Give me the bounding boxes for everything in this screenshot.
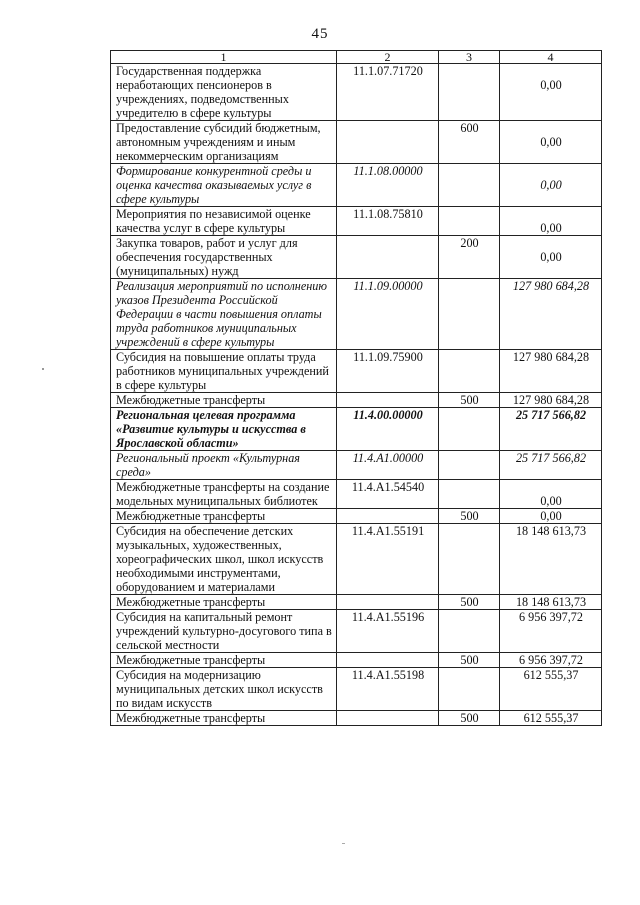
code-cell: 11.4.00.00000 — [337, 408, 439, 451]
amount-cell: 0,00 — [500, 64, 602, 121]
amount-cell: 0,00 — [500, 236, 602, 279]
code-cell — [337, 653, 439, 668]
table-row — [111, 236, 602, 279]
code-cell: 11.4.A1.55196 — [337, 610, 439, 653]
expense-type-cell — [439, 480, 500, 509]
table-row — [111, 480, 602, 509]
amount-cell: 18 148 613,73 — [500, 595, 602, 610]
column-number-row — [111, 51, 602, 64]
column-number-3: 3 — [439, 51, 500, 64]
amount-cell: 127 980 684,28 — [500, 393, 602, 408]
column-number-4: 4 — [500, 51, 602, 64]
expense-type-cell: 500 — [439, 653, 500, 668]
table-row — [111, 393, 602, 408]
amount-cell: 25 717 566,82 — [500, 451, 602, 480]
code-cell — [337, 711, 439, 726]
expense-type-cell: 500 — [439, 393, 500, 408]
expense-type-cell — [439, 350, 500, 393]
amount-cell: 6 956 397,72 — [500, 653, 602, 668]
code-cell: 11.4.A1.55198 — [337, 668, 439, 711]
code-cell — [337, 393, 439, 408]
table-row — [111, 509, 602, 524]
name-cell: Формирование конкурентной среды и оценка качества оказываемых услуг в сфере культуры — [111, 164, 337, 207]
name-cell: Межбюджетные трансферты — [111, 595, 337, 610]
expense-type-cell — [439, 668, 500, 711]
expense-type-cell: 500 — [439, 711, 500, 726]
amount-cell: 0,00 — [500, 207, 602, 236]
table-row — [111, 64, 602, 121]
amount-cell: 127 980 684,28 — [500, 350, 602, 393]
table-row — [111, 164, 602, 207]
code-cell: 11.1.08.00000 — [337, 164, 439, 207]
amount-cell: 18 148 613,73 — [500, 524, 602, 595]
code-cell — [337, 121, 439, 164]
amount-cell: 6 956 397,72 — [500, 610, 602, 653]
code-cell: 11.1.09.00000 — [337, 279, 439, 350]
expense-type-cell — [439, 207, 500, 236]
expense-type-cell: 500 — [439, 509, 500, 524]
amount-cell: 0,00 — [500, 121, 602, 164]
amount-cell: 612 555,37 — [500, 711, 602, 726]
table-row — [111, 408, 602, 451]
name-cell: Региональная целевая программа «Развитие культуры и искусства в Ярославской области» — [111, 408, 337, 451]
name-cell: Межбюджетные трансферты — [111, 711, 337, 726]
table-row — [111, 595, 602, 610]
name-cell: Межбюджетные трансферты на создание модельных муниципальных библиотек — [111, 480, 337, 509]
code-cell: 11.1.08.75810 — [337, 207, 439, 236]
amount-cell: 0,00 — [500, 509, 602, 524]
expense-type-cell — [439, 524, 500, 595]
amount-cell: 0,00 — [500, 164, 602, 207]
code-cell: 11.4.A1.00000 — [337, 451, 439, 480]
table-row — [111, 350, 602, 393]
name-cell: Субсидия на капитальный ремонт учреждений культурно-досугового типа в сельской местности — [111, 610, 337, 653]
expense-type-cell — [439, 408, 500, 451]
name-cell: Субсидия на обеспечение детских музыкальных, художественных, хореографических школ, школ искусств необходимыми инструментами, оборудованием и материалами — [111, 524, 337, 595]
name-cell: Реализация мероприятий по исполнению указов Президента Российской Федерации в части повышения оплаты труда работников муниципальных учреждений в сфере культуры — [111, 279, 337, 350]
name-cell: Субсидия на модернизацию муниципальных детских школ искусств по видам искусств — [111, 668, 337, 711]
code-cell — [337, 595, 439, 610]
name-cell: Субсидия на повышение оплаты труда работников муниципальных учреждений в сфере культуры — [111, 350, 337, 393]
expense-type-cell: 200 — [439, 236, 500, 279]
table-row — [111, 610, 602, 653]
table-row — [111, 279, 602, 350]
name-cell: Межбюджетные трансферты — [111, 393, 337, 408]
code-cell — [337, 509, 439, 524]
name-cell: Мероприятия по независимой оценке качества услуг в сфере культуры — [111, 207, 337, 236]
amount-cell: 0,00 — [500, 480, 602, 509]
name-cell: Региональный проект «Культурная среда» — [111, 451, 337, 480]
budget-table — [110, 50, 602, 726]
code-cell: 11.4.A1.55191 — [337, 524, 439, 595]
amount-cell: 25 717 566,82 — [500, 408, 602, 451]
amount-cell: 612 555,37 — [500, 668, 602, 711]
scan-speck — [342, 843, 345, 844]
expense-type-cell — [439, 164, 500, 207]
expense-type-cell: 500 — [439, 595, 500, 610]
page-number: 45 — [311, 26, 329, 42]
scan-speck — [42, 368, 44, 370]
code-cell: 11.4.A1.54540 — [337, 480, 439, 509]
code-cell: 11.1.09.75900 — [337, 350, 439, 393]
expense-type-cell — [439, 610, 500, 653]
code-cell: 11.1.07.71720 — [337, 64, 439, 121]
name-cell: Межбюджетные трансферты — [111, 653, 337, 668]
table-row — [111, 207, 602, 236]
table-row — [111, 121, 602, 164]
name-cell: Закупка товаров, работ и услуг для обеспечения государственных (муниципальных) нужд — [111, 236, 337, 279]
expense-type-cell — [439, 451, 500, 480]
name-cell: Межбюджетные трансферты — [111, 509, 337, 524]
table-row — [111, 668, 602, 711]
amount-cell: 127 980 684,28 — [500, 279, 602, 350]
table-row — [111, 524, 602, 595]
table-row — [111, 653, 602, 668]
name-cell: Предоставление субсидий бюджетным, автономным учреждениям и иным некоммерческим организациям — [111, 121, 337, 164]
table-row — [111, 711, 602, 726]
expense-type-cell — [439, 64, 500, 121]
column-number-2: 2 — [337, 51, 439, 64]
code-cell — [337, 236, 439, 279]
table-row — [111, 451, 602, 480]
expense-type-cell — [439, 279, 500, 350]
column-number-1: 1 — [111, 51, 337, 64]
expense-type-cell: 600 — [439, 121, 500, 164]
name-cell: Государственная поддержка неработающих пенсионеров в учреждениях, подведомственных учредителю в сфере культуры — [111, 64, 337, 121]
